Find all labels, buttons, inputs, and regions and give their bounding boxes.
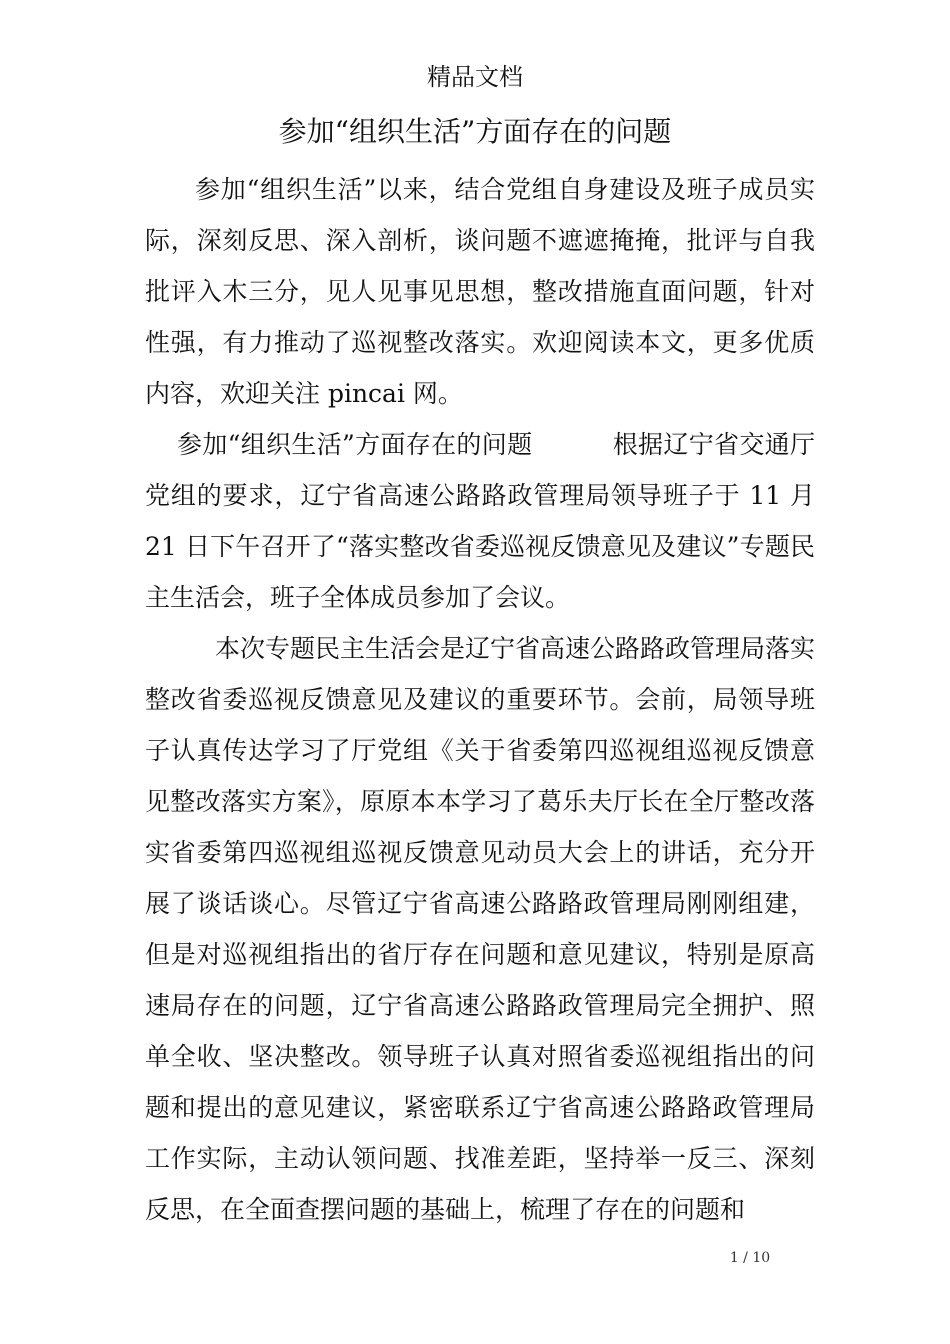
paragraph-meeting-body: 根据辽宁省交通厅党组的要求，辽宁省高速公路路政管理局领导班子于 11 月 21 日下午召开了“落实整改省委巡视反馈意见及建议”专题民主生活会，班子全体成员参加了会议。 — [145, 430, 815, 612]
document-title: 参加“组织生活”方面存在的问题 — [278, 115, 672, 148]
paragraph-intro: 参加“组织生活”以来，结合党组自身建设及班子成员实际，深刻反思、深入剖析，谈问题不遮遮掩掩，批评与自我批评入木三分，见人见事见思想，整改措施直面问题，针对性强，有力推动了巡视整改落实。欢迎阅读本文，更多优质内容，欢迎关注 pincai 网。 — [145, 175, 815, 408]
paragraph-details: 本次专题民主生活会是辽宁省高速公路路政管理局落实整改省委巡视反馈意见及建议的重要环节。会前，局领导班子认真传达学习了厅党组《关于省委第四巡视组巡视反馈意见整改落实方案》，原原本本学习了葛乐夫厅长在全厅整改落实省委第四巡视组巡视反馈意见动员大会上的讲话，充分开展了谈话谈心。尽管辽宁省高速公路路政管理局刚刚组建，但是对巡视组指出的省厅存在问题和意见建议，特别是原高速局存在的问题，辽宁省高速公路路政管理局完全拥护、照单全收、坚决整改。领导班子认真对照省委巡视组指出的问题和提出的意见建议，紧密联系辽宁省高速公路路政管理局工作实际，主动认领问题、找准差距，坚持举一反三、深刻反思，在全面查摆问题的基础上，梳理了存在的问题和 — [145, 634, 816, 1224]
paragraph-meeting — [145, 419, 815, 623]
page-number: 1 / 10 — [729, 1250, 771, 1266]
document-body — [145, 164, 815, 1235]
page-header: 精品文档 — [427, 63, 523, 91]
paragraph-inline-title: 参加“组织生活”方面存在的问题 — [177, 430, 533, 459]
